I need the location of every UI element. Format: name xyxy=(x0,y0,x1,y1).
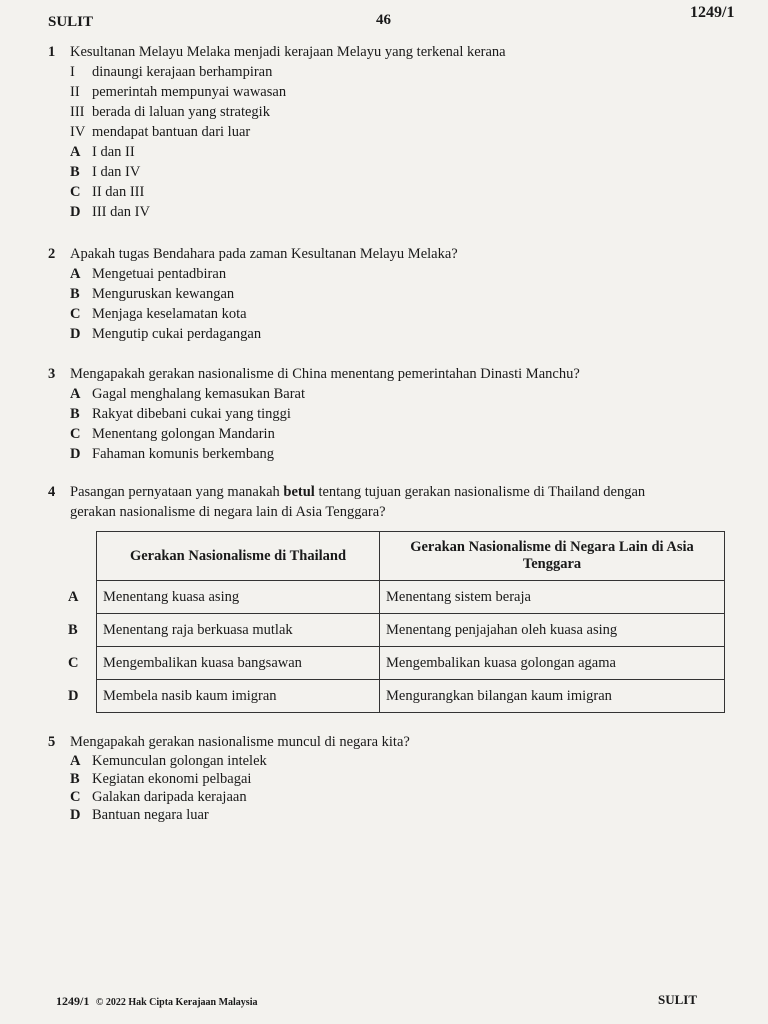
table-cell: Menentang kuasa asing xyxy=(97,581,380,614)
emphasis-betul: betul xyxy=(283,484,315,500)
option: D Mengutip cukai perdagangan xyxy=(70,326,262,342)
question-3 xyxy=(48,364,580,464)
statement: III berada di laluan yang strategik xyxy=(70,104,270,120)
table-cell: Mengurangkan bilangan kaum imigran xyxy=(380,680,725,713)
table-row-label-a: A xyxy=(68,589,79,605)
page-number: 46 xyxy=(376,12,391,28)
table-row-label-d: D xyxy=(68,688,79,704)
option: D III dan IV xyxy=(70,204,150,220)
option: A Kemunculan golongan intelek xyxy=(70,753,267,769)
table-row xyxy=(97,581,725,614)
table-cell: Mengembalikan kuasa bangsawan xyxy=(97,647,380,680)
footer-copyright: © 2022 Hak Cipta Kerajaan Malaysia xyxy=(95,997,258,1008)
question-text: Mengapakah gerakan nasionalisme muncul di negara kita? xyxy=(70,734,410,750)
comparison-table xyxy=(96,531,725,713)
footer-code: 1249/1 xyxy=(56,994,90,1008)
option: C Menentang golongan Mandarin xyxy=(70,426,275,442)
option: B Menguruskan kewangan xyxy=(70,286,235,302)
question-5 xyxy=(48,732,410,824)
table-cell: Menentang sistem beraja xyxy=(380,581,725,614)
table-cell: Menentang penjajahan oleh kuasa asing xyxy=(380,614,725,647)
table-cell: Mengembalikan kuasa golongan agama xyxy=(380,647,725,680)
question-text-line2: gerakan nasionalisme di negara lain di Asia Tenggara? xyxy=(70,504,386,520)
header-sulit: SULIT xyxy=(48,14,94,30)
question-number: 1 xyxy=(48,44,56,60)
question-text: Kesultanan Melayu Melaka menjadi kerajaan Melayu yang terkenal kerana xyxy=(70,44,506,60)
option: B I dan IV xyxy=(70,164,141,180)
question-number: 4 xyxy=(48,484,56,500)
table-cell: Menentang raja berkuasa mutlak xyxy=(97,614,380,647)
option: B Kegiatan ekonomi pelbagai xyxy=(70,771,252,787)
table-row-label-b: B xyxy=(68,622,78,638)
statement: I dinaungi kerajaan berhampiran xyxy=(70,64,273,80)
table-row-label-c: C xyxy=(68,655,79,671)
option: A Mengetuai pentadbiran xyxy=(70,266,227,282)
question-number: 3 xyxy=(48,366,56,382)
question-number: 5 xyxy=(48,734,56,750)
table-row xyxy=(97,647,725,680)
table-cell: Membela nasib kaum imigran xyxy=(97,680,380,713)
table-row xyxy=(97,680,725,713)
question-4 xyxy=(48,482,645,522)
table-header-col1: Gerakan Nasionalisme di Thailand xyxy=(97,532,380,581)
option: C Menjaga keselamatan kota xyxy=(70,306,247,322)
option: A I dan II xyxy=(70,144,135,160)
question-text: Mengapakah gerakan nasionalisme di China menentang pemerintahan Dinasti Manchu? xyxy=(70,366,580,382)
question-2 xyxy=(48,244,458,344)
statement: II pemerintah mempunyai wawasan xyxy=(70,84,287,100)
table-header-row xyxy=(97,532,725,581)
statement: IV mendapat bantuan dari luar xyxy=(70,124,251,140)
option: A Gagal menghalang kemasukan Barat xyxy=(70,386,305,402)
table-row xyxy=(97,614,725,647)
table-header-col2: Gerakan Nasionalisme di Negara Lain di Asia Tenggara xyxy=(380,532,725,581)
paper-code: 1249/1 xyxy=(690,4,735,21)
question-text: Pasangan pernyataan yang manakah betul tentang tujuan gerakan nasionalisme di Thailand dengan xyxy=(70,484,646,500)
footer-sulit: SULIT xyxy=(658,992,698,1007)
option: D Bantuan negara luar xyxy=(70,807,209,823)
option: C II dan III xyxy=(70,184,145,200)
question-number: 2 xyxy=(48,246,56,262)
footer-left xyxy=(56,994,257,1009)
option: C Galakan daripada kerajaan xyxy=(70,789,247,805)
question-text: Apakah tugas Bendahara pada zaman Kesultanan Melayu Melaka? xyxy=(70,246,458,262)
option: D Fahaman komunis berkembang xyxy=(70,446,275,462)
option: B Rakyat dibebani cukai yang tinggi xyxy=(70,406,291,422)
question-1 xyxy=(48,42,506,222)
